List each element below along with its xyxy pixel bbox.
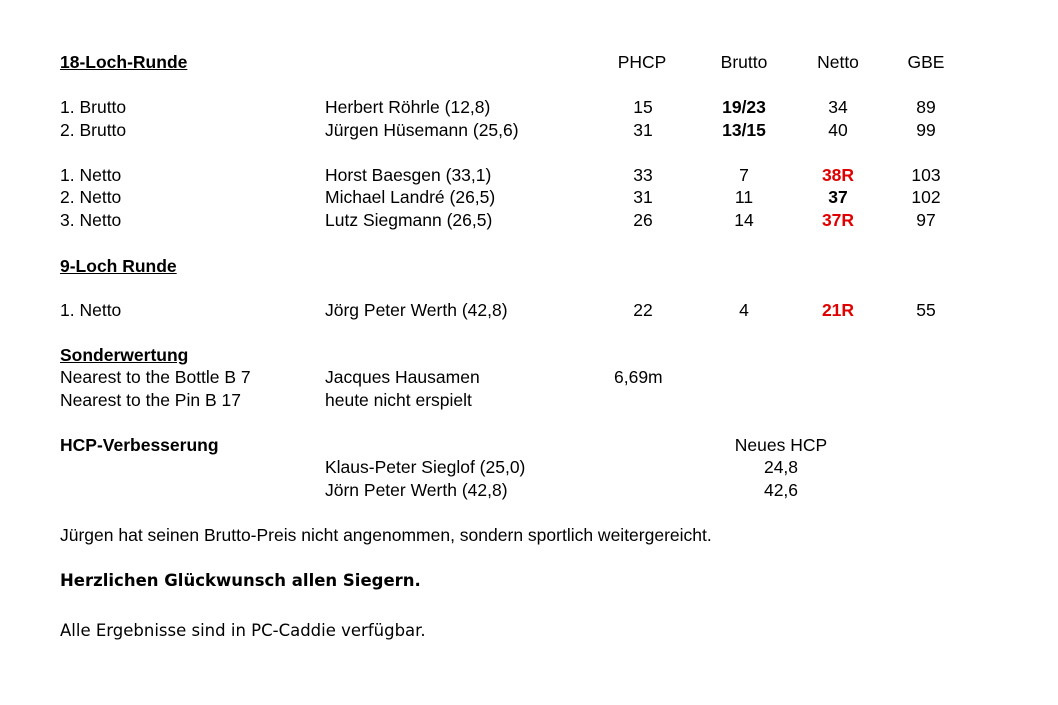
row-place: 1. Netto — [60, 165, 122, 185]
header-phcp: PHCP — [617, 52, 667, 72]
row-netto: 37R — [821, 210, 855, 230]
row-place: 2. Netto — [60, 187, 122, 207]
row-gbe: 99 — [916, 120, 936, 140]
row-phcp: 22 — [633, 300, 653, 320]
row-brutto: 13/15 — [722, 120, 766, 140]
row-gbe: 97 — [916, 210, 936, 230]
hcp-name: Klaus-Peter Sieglof (25,0) — [325, 457, 526, 477]
section-18-title: 18-Loch-Runde — [60, 52, 188, 72]
special-title: Sonderwertung — [60, 345, 189, 365]
row-name: Michael Landré (26,5) — [325, 187, 496, 207]
row-place: 3. Netto — [60, 210, 122, 230]
row-brutto: 7 — [739, 165, 749, 185]
row-gbe: 102 — [911, 187, 941, 207]
row-phcp: 33 — [633, 165, 653, 185]
row-name: Horst Baesgen (33,1) — [325, 165, 492, 185]
header-brutto: Brutto — [720, 52, 768, 72]
congrats-text: Herzlichen Glückwunsch allen Siegern. — [60, 571, 421, 590]
row-name: Jürgen Hüsemann (25,6) — [325, 120, 519, 140]
hcp-title: HCP-Verbesserung — [60, 435, 219, 455]
row-brutto: 19/23 — [722, 97, 766, 117]
row-name: Herbert Röhrle (12,8) — [325, 97, 491, 117]
header-netto: Netto — [817, 52, 859, 72]
row-netto: 40 — [828, 120, 848, 140]
row-gbe: 103 — [911, 165, 941, 185]
special-name: Jacques Hausamen — [325, 367, 480, 387]
row-brutto: 11 — [734, 187, 754, 207]
row-gbe: 89 — [916, 97, 936, 117]
row-netto: 37 — [828, 187, 848, 207]
hcp-value: 42,6 — [763, 480, 799, 500]
special-name: heute nicht erspielt — [325, 390, 472, 410]
footer-text: Alle Ergebnisse sind in PC-Caddie verfügbar. — [60, 621, 426, 640]
row-place: 1. Brutto — [60, 97, 127, 117]
row-brutto: 14 — [734, 210, 754, 230]
row-gbe: 55 — [916, 300, 936, 320]
special-value: 6,69m — [614, 367, 663, 387]
row-netto: 38R — [821, 165, 855, 185]
special-label: Nearest to the Pin B 17 — [60, 390, 241, 410]
row-netto: 34 — [828, 97, 848, 117]
hcp-value: 24,8 — [763, 457, 799, 477]
note-text: Jürgen hat seinen Brutto-Preis nicht angenommen, sondern sportlich weitergereicht. — [60, 525, 712, 545]
row-brutto: 4 — [739, 300, 749, 320]
header-gbe: GBE — [907, 52, 945, 72]
hcp-header: Neues HCP — [734, 435, 828, 455]
special-label: Nearest to the Bottle B 7 — [60, 367, 251, 387]
row-place: 2. Brutto — [60, 120, 127, 140]
row-phcp: 31 — [633, 120, 653, 140]
row-phcp: 31 — [633, 187, 653, 207]
row-phcp: 15 — [633, 97, 653, 117]
row-place: 1. Netto — [60, 300, 122, 320]
row-name: Lutz Siegmann (26,5) — [325, 210, 493, 230]
row-name: Jörg Peter Werth (42,8) — [325, 300, 508, 320]
row-phcp: 26 — [633, 210, 653, 230]
section-9-title: 9-Loch Runde — [60, 256, 177, 276]
hcp-name: Jörn Peter Werth (42,8) — [325, 480, 508, 500]
row-netto: 21R — [821, 300, 855, 320]
